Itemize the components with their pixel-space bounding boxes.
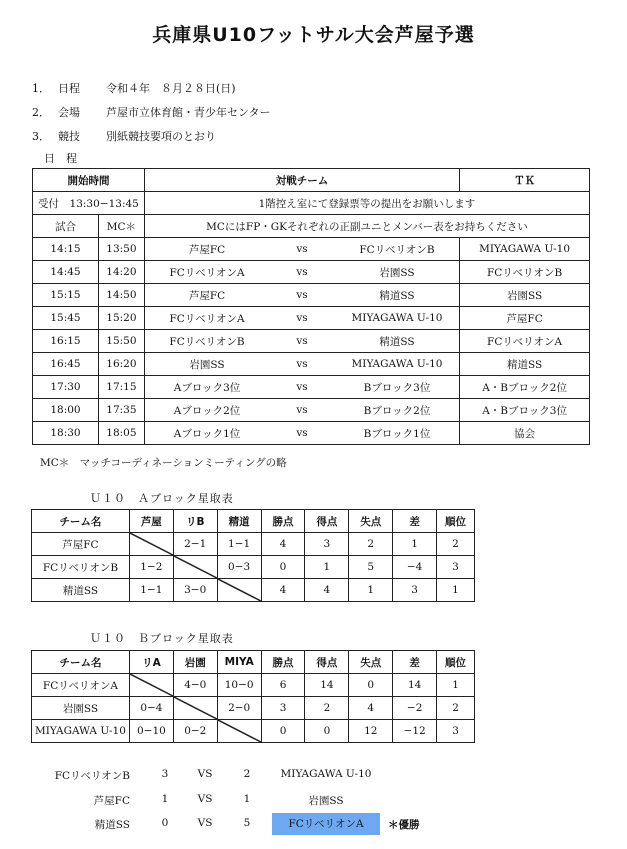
diagonal-line: [174, 697, 217, 719]
standings-cell: 4: [305, 579, 349, 602]
match-header: 試合: [33, 215, 99, 238]
match-time: 18:30: [33, 422, 99, 445]
standings-header: 差: [393, 510, 437, 533]
team-name: FCリベリオンA: [32, 674, 130, 697]
info-key: 会場: [58, 106, 80, 119]
teams-header: 対戦チーム: [144, 169, 459, 192]
team-1: Aブロック2位: [144, 399, 269, 422]
diagonal-line: [218, 720, 261, 742]
standings-header: 得点: [305, 510, 349, 533]
standings-header-row: [32, 651, 475, 674]
info-competition: [32, 128, 216, 144]
standings-cell: 1: [349, 579, 393, 602]
standings-cell: 4−0: [173, 674, 217, 697]
standings-cell: 6: [261, 674, 305, 697]
vs-label: vs: [269, 238, 335, 261]
standings-cell: −2: [393, 697, 437, 720]
standings-cell: 1: [437, 579, 475, 602]
block-b-title: Ｕ１０ Ｂブロック星取表: [90, 632, 234, 645]
schedule-row: [33, 307, 590, 330]
standings-cell: 0: [305, 720, 349, 743]
tk-team: 芦屋FC: [460, 307, 590, 330]
standings-cell: 1: [437, 674, 475, 697]
mc-time: 14:20: [98, 261, 144, 284]
team-2: FCリベリオンB: [335, 238, 460, 261]
final-score-b: 5: [243, 817, 251, 829]
tk-team: 岩園SS: [460, 284, 590, 307]
standings-cell: 2−0: [217, 697, 261, 720]
match-time: 15:15: [33, 284, 99, 307]
self-match-cell: [173, 556, 217, 579]
standings-header-row: [32, 510, 475, 533]
final-match-row: [0, 813, 627, 835]
final-team-b: 岩園SS: [308, 795, 344, 807]
reception-time: 受付 13:30−13:45: [33, 192, 145, 215]
standings-cell: 3: [437, 556, 475, 579]
standings-header: 失点: [349, 651, 393, 674]
schedule-row: [33, 353, 590, 376]
standings-cell: 1: [393, 533, 437, 556]
team-2: MIYAGAWA U-10: [335, 307, 460, 330]
self-match-cell: [217, 720, 261, 743]
team-name: FCリベリオンB: [32, 556, 130, 579]
info-number: 3．: [32, 130, 50, 143]
standings-header: 勝点: [261, 651, 305, 674]
standings-cell: 1−2: [129, 556, 173, 579]
standings-cell: 3: [305, 533, 349, 556]
tk-team: A・Bブロック3位: [460, 399, 590, 422]
team-2: 岩園SS: [335, 261, 460, 284]
schedule-row: [33, 261, 590, 284]
standings-cell: 1: [305, 556, 349, 579]
tk-header: ＴＫ: [460, 169, 590, 192]
standings-cell: 0−4: [129, 697, 173, 720]
standings-cell: 3: [393, 579, 437, 602]
final-score-a: 3: [161, 768, 169, 780]
page-title: 兵庫県U10フットサル大会芦屋予選: [152, 24, 475, 46]
tk-team: MIYAGAWA U-10: [460, 238, 590, 261]
team-1: 芦屋FC: [144, 284, 269, 307]
schedule-row: [33, 238, 590, 261]
schedule-row: [33, 376, 590, 399]
standings-cell: 12: [349, 720, 393, 743]
team-1: Aブロック3位: [144, 376, 269, 399]
standings-row: [32, 533, 475, 556]
standings-header: 芦屋: [129, 510, 173, 533]
team-1: Aブロック1位: [144, 422, 269, 445]
mc-footnote: MC＊ マッチコーディネーションミーティングの略: [40, 457, 287, 469]
team-1: FCリベリオンB: [144, 330, 269, 353]
vs-label: vs: [269, 284, 335, 307]
schedule-row: [33, 284, 590, 307]
mc-header: MC＊: [98, 215, 144, 238]
match-time: 16:45: [33, 353, 99, 376]
match-time: 14:45: [33, 261, 99, 284]
team-2: 精道SS: [335, 330, 460, 353]
standings-cell: 3−0: [173, 579, 217, 602]
standings-cell: 0: [261, 720, 305, 743]
self-match-cell: [129, 674, 173, 697]
standings-cell: 4: [349, 697, 393, 720]
mc-note: MCにはFP・GKそれぞれの正副ユニとメンバー表をお持ちください: [144, 215, 589, 238]
diagonal-line: [174, 556, 217, 578]
self-match-cell: [173, 697, 217, 720]
standings-header: チーム名: [32, 510, 130, 533]
vs-label: vs: [269, 376, 335, 399]
mc-time: 17:15: [98, 376, 144, 399]
champion-mark: ＊優勝: [388, 819, 420, 831]
self-match-cell: [129, 533, 173, 556]
tk-team: A・Bブロック2位: [460, 376, 590, 399]
block-b-table: [31, 650, 475, 743]
vs-label: vs: [269, 399, 335, 422]
standings-header: 順位: [437, 510, 475, 533]
standings-header: 得点: [305, 651, 349, 674]
final-vs: VS: [197, 817, 213, 829]
tk-team: FCリベリオンA: [460, 330, 590, 353]
info-key: 日程: [58, 82, 80, 95]
team-name: 岩園SS: [32, 697, 130, 720]
standings-header: MIYA: [217, 651, 261, 674]
standings-row: [32, 579, 475, 602]
standings-cell: 2: [437, 697, 475, 720]
info-date: [32, 80, 236, 96]
mc-time: 15:50: [98, 330, 144, 353]
info-key: 競技: [58, 130, 80, 143]
final-score-a: 0: [161, 817, 169, 829]
final-vs: VS: [197, 793, 213, 805]
final-score-b: 1: [243, 793, 251, 805]
mc-time: 13:50: [98, 238, 144, 261]
schedule-table: [32, 168, 590, 445]
standings-cell: 10−0: [217, 674, 261, 697]
standings-cell: 2: [305, 697, 349, 720]
team-1: FCリベリオンA: [144, 307, 269, 330]
standings-cell: 4: [261, 579, 305, 602]
team-name: 芦屋FC: [32, 533, 130, 556]
standings-cell: 0−2: [173, 720, 217, 743]
tk-team: 精道SS: [460, 353, 590, 376]
final-team-a: FCリベリオンB: [54, 770, 130, 782]
team-2: Bブロック1位: [335, 422, 460, 445]
standings-row: [32, 556, 475, 579]
standings-cell: 4: [261, 533, 305, 556]
mc-time: 16:20: [98, 353, 144, 376]
reception-text: 1階控え室にて登録票等の提出をお願いします: [144, 192, 589, 215]
schedule-header-row: [33, 169, 590, 192]
standings-cell: 1−1: [129, 579, 173, 602]
standings-header: 差: [393, 651, 437, 674]
final-team-a: 精道SS: [94, 819, 130, 831]
standings-cell: 2: [437, 533, 475, 556]
standings-cell: −12: [393, 720, 437, 743]
schedule-row: [33, 422, 590, 445]
team-2: Bブロック2位: [335, 399, 460, 422]
standings-header: リA: [129, 651, 173, 674]
reception-row: [33, 192, 590, 215]
info-number: 1．: [32, 82, 50, 95]
team-name: 精道SS: [32, 579, 130, 602]
tk-team: FCリベリオンB: [460, 261, 590, 284]
standings-cell: 0: [261, 556, 305, 579]
standings-header: 失点: [349, 510, 393, 533]
team-2: Bブロック3位: [335, 376, 460, 399]
standings-cell: 14: [393, 674, 437, 697]
standings-header: 岩園: [173, 651, 217, 674]
final-match-row: [0, 764, 627, 786]
block-a-title: Ｕ１０ Ａブロック星取表: [90, 492, 234, 505]
mc-time: 18:05: [98, 422, 144, 445]
standings-cell: 5: [349, 556, 393, 579]
diagonal-line: [218, 579, 261, 601]
match-time: 14:15: [33, 238, 99, 261]
standings-cell: 14: [305, 674, 349, 697]
diagonal-line: [130, 674, 173, 696]
standings-row: [32, 720, 475, 743]
vs-label: vs: [269, 261, 335, 284]
final-team-b: MIYAGAWA U-10: [280, 768, 372, 780]
standings-cell: 3: [437, 720, 475, 743]
match-time: 17:30: [33, 376, 99, 399]
schedule-label: 日 程: [44, 152, 77, 165]
schedule-row: [33, 330, 590, 353]
standings-header: 勝点: [261, 510, 305, 533]
standings-cell: 2: [349, 533, 393, 556]
final-vs: VS: [197, 768, 213, 780]
info-value: 別紙競技要項のとおり: [106, 130, 216, 143]
standings-cell: 2−1: [173, 533, 217, 556]
final-score-a: 1: [161, 793, 169, 805]
vs-label: vs: [269, 353, 335, 376]
start-time-header: 開始時間: [33, 169, 145, 192]
tk-team: 協会: [460, 422, 590, 445]
standings-header: リB: [173, 510, 217, 533]
standings-header: 順位: [437, 651, 475, 674]
mc-time: 17:35: [98, 399, 144, 422]
team-1: 芦屋FC: [144, 238, 269, 261]
final-match-row: [0, 789, 627, 811]
vs-label: vs: [269, 422, 335, 445]
match-time: 15:45: [33, 307, 99, 330]
diagonal-line: [130, 533, 173, 555]
team-1: 岩園SS: [144, 353, 269, 376]
vs-label: vs: [269, 307, 335, 330]
final-score-b: 2: [243, 768, 251, 780]
block-a-table: [31, 509, 475, 602]
self-match-cell: [217, 579, 261, 602]
match-time: 16:15: [33, 330, 99, 353]
info-value: 芦屋市立体育館・青少年センター: [106, 106, 271, 119]
vs-label: vs: [269, 330, 335, 353]
mc-time: 14:50: [98, 284, 144, 307]
match-time: 18:00: [33, 399, 99, 422]
standings-cell: 3: [261, 697, 305, 720]
standings-header: 精道: [217, 510, 261, 533]
team-1: FCリベリオンA: [144, 261, 269, 284]
schedule-row: [33, 399, 590, 422]
standings-cell: 1−1: [217, 533, 261, 556]
standings-cell: 0−3: [217, 556, 261, 579]
team-2: 精道SS: [335, 284, 460, 307]
sub-header-row: [33, 215, 590, 238]
standings-header: チーム名: [32, 651, 130, 674]
standings-cell: 0: [349, 674, 393, 697]
final-team-b: FCリベリオンA: [272, 813, 380, 835]
info-number: 2．: [32, 106, 50, 119]
final-team-a: 芦屋FC: [93, 795, 130, 807]
info-venue: [32, 104, 271, 120]
standings-cell: 0−10: [129, 720, 173, 743]
standings-row: [32, 674, 475, 697]
team-name: MIYAGAWA U-10: [32, 720, 130, 743]
standings-cell: −4: [393, 556, 437, 579]
mc-time: 15:20: [98, 307, 144, 330]
team-2: MIYAGAWA U-10: [335, 353, 460, 376]
standings-row: [32, 697, 475, 720]
info-value: 令和４年 ８月２８日(日): [106, 82, 236, 95]
